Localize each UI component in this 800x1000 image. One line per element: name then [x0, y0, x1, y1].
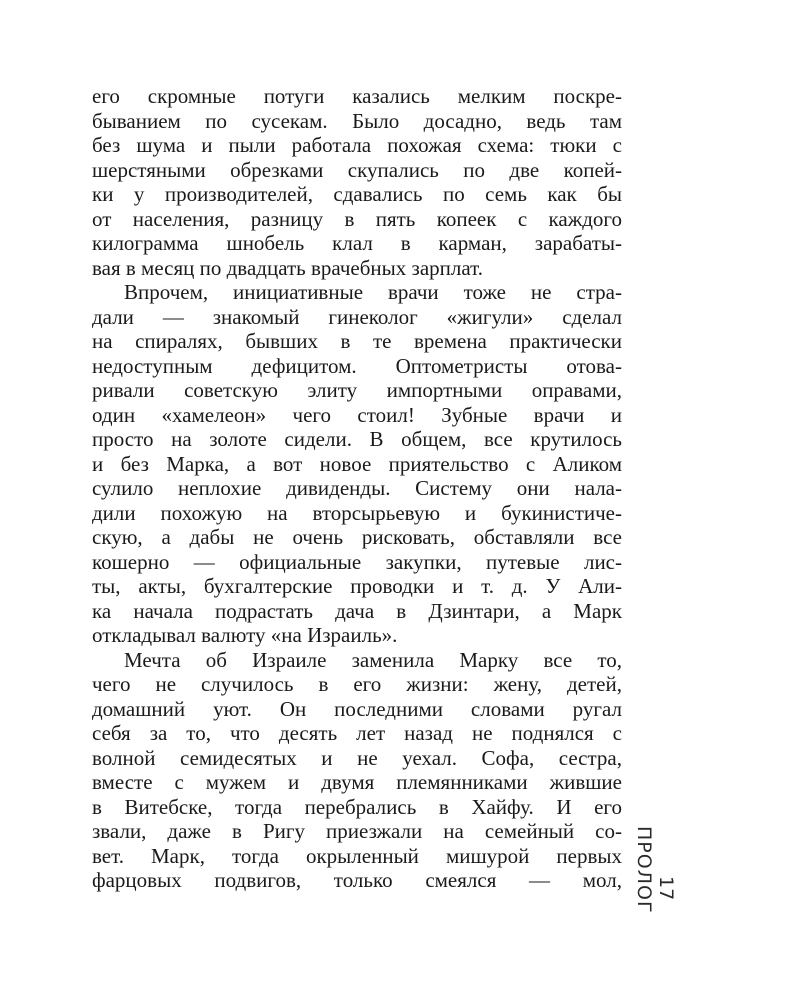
- text-line: быванием по сусекам. Было досадно, ведь там: [92, 108, 622, 133]
- text-line: вая в месяц по двадцать врачебных зарплат.: [92, 255, 483, 280]
- text-line: просто на золоте сидели. В общем, все крутилось: [92, 427, 622, 451]
- text-line: ты, акты, бухгалтерские проводки и т. д. У Али-: [92, 574, 622, 598]
- paragraph-2: [92, 280, 622, 648]
- text-line: в Витебске, тогда перебрались в Хайфу. И его: [92, 794, 622, 819]
- text-line: дили похожую на вторсырьевую и букинистиче-: [92, 500, 622, 525]
- section-title: ПРОЛОГ: [633, 826, 655, 914]
- text-line: звали, даже в Ригу приезжали на семейный со-: [92, 819, 622, 843]
- text-line: шерстяными обрезками скупались по две копей-: [92, 157, 622, 182]
- text-line: вет. Марк, тогда окрыленный мишурой первых: [92, 843, 622, 868]
- text-line: недоступным дефицитом. Оптометристы отова-: [92, 353, 622, 378]
- text-line: сулило неплохие дивиденды. Систему они нала-: [92, 476, 622, 500]
- text-line: чего не случилось в его жизни: жену, детей,: [92, 672, 622, 696]
- text-line: домашний уют. Он последними словами ругал: [92, 696, 622, 721]
- text-line: от населения, разницу в пять копеек с каждого: [92, 206, 622, 231]
- text-line: вместе с мужем и двумя племянниками жившие: [92, 770, 622, 794]
- text-line: Мечта об Израиле заменила Марку все то,: [124, 647, 622, 672]
- text-line: килограмма шнобель клал в карман, зарабаты-: [92, 231, 622, 255]
- text-line: себя за то, что десять лет назад не поднялся с: [92, 721, 622, 745]
- text-line: без шума и пыли работала похожая схема: тюки с: [92, 133, 622, 157]
- text-line: ка начала подрастать дача в Дзинтари, а Марк: [92, 598, 622, 623]
- paragraph-1: [92, 84, 622, 280]
- text-line: ки у производителей, сдавались по семь как бы: [92, 182, 622, 206]
- text-line: скую, а дабы не очень рисковать, обставляли все: [92, 525, 622, 549]
- text-line: фарцовых подвигов, только смеялся — мол,: [92, 868, 622, 892]
- body-text: [92, 84, 622, 893]
- text-line: на спиралях, бывших в те времена практически: [92, 329, 622, 353]
- text-line: откладывал валюту «на Израиль».: [92, 623, 398, 647]
- text-line: Впрочем, инициативные врачи тоже не стра-: [124, 280, 622, 304]
- text-line: один «хамелеон» чего стоил! Зубные врачи и: [92, 402, 622, 427]
- text-line: и без Марка, а вот новое приятельство с Аликом: [92, 451, 622, 476]
- text-line: кошерно — официальные закупки, путевые лис-: [92, 549, 622, 574]
- page-number: 17: [655, 876, 677, 901]
- text-line: дали — знакомый гинеколог «жигули» сделал: [92, 304, 622, 329]
- text-line: ривали советскую элиту импортными оправами,: [92, 378, 622, 402]
- paragraph-3: [92, 648, 622, 893]
- text-line: волной семидесятых и не уехал. Софа, сестра,: [92, 745, 622, 770]
- text-line: его скромные потуги казались мелким поскре-: [92, 84, 622, 108]
